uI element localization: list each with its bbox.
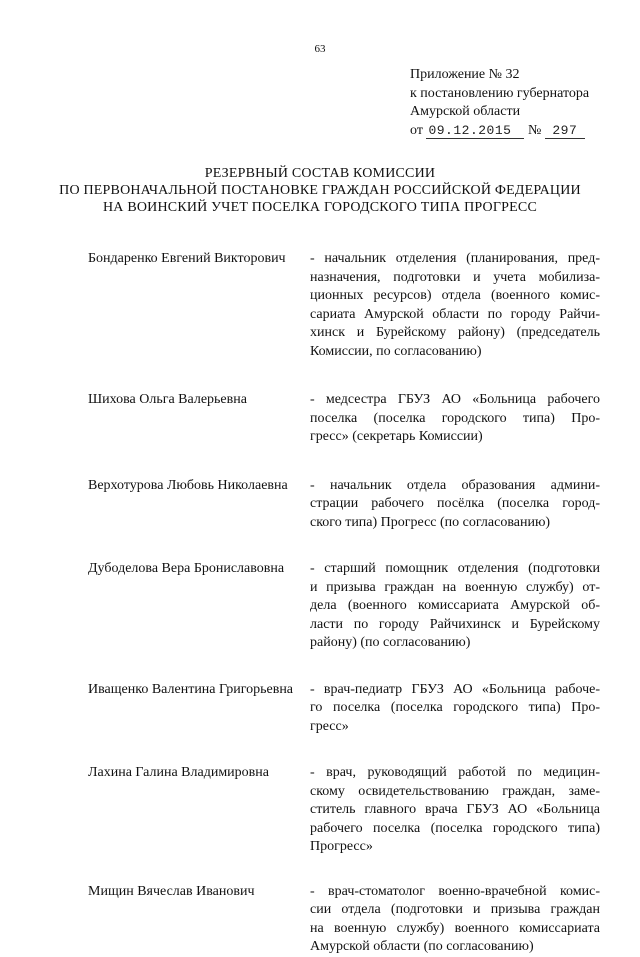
role-line: скому освидетельствованию граждан, заме- (310, 783, 600, 799)
member-row (88, 477, 600, 533)
role-line: го поселка (поселка городского типа) Про- (310, 700, 600, 715)
members-list (88, 250, 600, 957)
member-name: Бондаренко Евгений Викторович (88, 251, 286, 266)
member-role (310, 250, 600, 361)
role-line: - врач, руководящий работой по медицин- (310, 765, 600, 780)
role-line: и призыва граждан на военную службу) от- (310, 579, 600, 595)
document-title (0, 165, 640, 216)
role-line: Амурской области (по согласованию) (310, 939, 534, 954)
role-line: гресс» (310, 718, 349, 734)
title-line-3: НА ВОИНСКИЙ УЧЕТ ПОСЕЛКА ГОРОДСКОГО ТИПА ПРОГРЕСС (103, 200, 537, 215)
role-line: сариата Амурской области по городу Райчи- (310, 306, 600, 322)
title-line-2: ПО ПЕРВОНАЧАЛЬНОЙ ПОСТАНОВКЕ ГРАЖДАН РОССИЙСКОЙ ФЕДЕРАЦИИ (59, 183, 581, 198)
page-number: 63 (314, 43, 326, 55)
role-line: хинск и Бурейскому району) (председатель (310, 325, 600, 340)
member-row (88, 560, 600, 653)
role-line: на военную службу) военного комиссариата (310, 920, 600, 936)
member-row (88, 391, 600, 447)
member-name: Шихова Ольга Валерьевна (88, 392, 247, 407)
appendix-line-3: Амурской области (410, 104, 521, 119)
from-label: от (410, 122, 423, 138)
role-line: району) (по согласованию) (310, 635, 471, 650)
role-line: - медсестра ГБУЗ АО «Больница рабочего (310, 392, 600, 407)
role-line: - начальник отделения (планирования, пред- (310, 251, 600, 266)
document-date: 09.12.2015 (426, 124, 524, 139)
role-line: ционных ресурсов) отдела (военного комис- (310, 288, 600, 303)
role-line: - врач-педиатр ГБУЗ АО «Больница рабоче- (310, 681, 600, 697)
role-line: сии отдела (подготовки и призыва граждан (310, 902, 600, 917)
role-line: Комиссии, по согласованию) (310, 343, 482, 359)
member-role (310, 764, 600, 857)
member-role (310, 883, 600, 957)
member-role (310, 391, 600, 447)
member-name: Лахина Галина Владимировна (88, 765, 269, 780)
role-line: поселка (поселка городского типа) Про- (310, 410, 600, 426)
role-line: - старший помощник отделения (подготовки (310, 561, 600, 576)
member-row (88, 764, 600, 857)
document-number: 297 (545, 124, 585, 139)
role-line: Прогресс» (310, 839, 373, 854)
number-label: № (527, 122, 542, 138)
role-line: - начальник отдела образования админи- (310, 477, 600, 493)
appendix-line-2: к постановлению губернатора (410, 85, 590, 101)
appendix-date-line (410, 122, 589, 141)
member-name: Иващенко Валентина Григорьевна (88, 681, 294, 697)
role-line: рабочего поселка (поселка городского типа) (310, 820, 600, 836)
role-line: гресс» (секретарь Комиссии) (310, 429, 483, 444)
member-name: Мищин Вячеслав Иванович (88, 883, 255, 899)
appendix-header (410, 66, 589, 140)
appendix-line-1: Приложение № 32 (410, 67, 520, 82)
member-name: Дубоделова Вера Брониславовна (88, 561, 285, 576)
member-role (310, 477, 600, 533)
title-line-1: РЕЗЕРВНЫЙ СОСТАВ КОМИССИИ (204, 166, 436, 181)
role-line: назначения, подготовки и учета мобилиза- (310, 269, 600, 285)
member-role (310, 560, 600, 653)
member-row (88, 681, 600, 737)
member-row (88, 250, 600, 361)
role-line: ского типа) Прогресс (по согласованию) (310, 514, 551, 530)
role-line: страции рабочего посёлка (поселка город- (310, 496, 600, 511)
member-role (310, 681, 600, 737)
role-line: ласти по городу Райчихинск и Бурейскому (310, 616, 600, 632)
role-line: ститель главного врача ГБУЗ АО «Больница (310, 802, 600, 817)
member-row (88, 883, 600, 957)
role-line: - врач-стоматолог военно-врачебной комис- (310, 883, 600, 899)
member-name: Верхотурова Любовь Николаевна (88, 477, 288, 493)
role-line: дела (военного комиссариата Амурской об- (310, 598, 600, 613)
